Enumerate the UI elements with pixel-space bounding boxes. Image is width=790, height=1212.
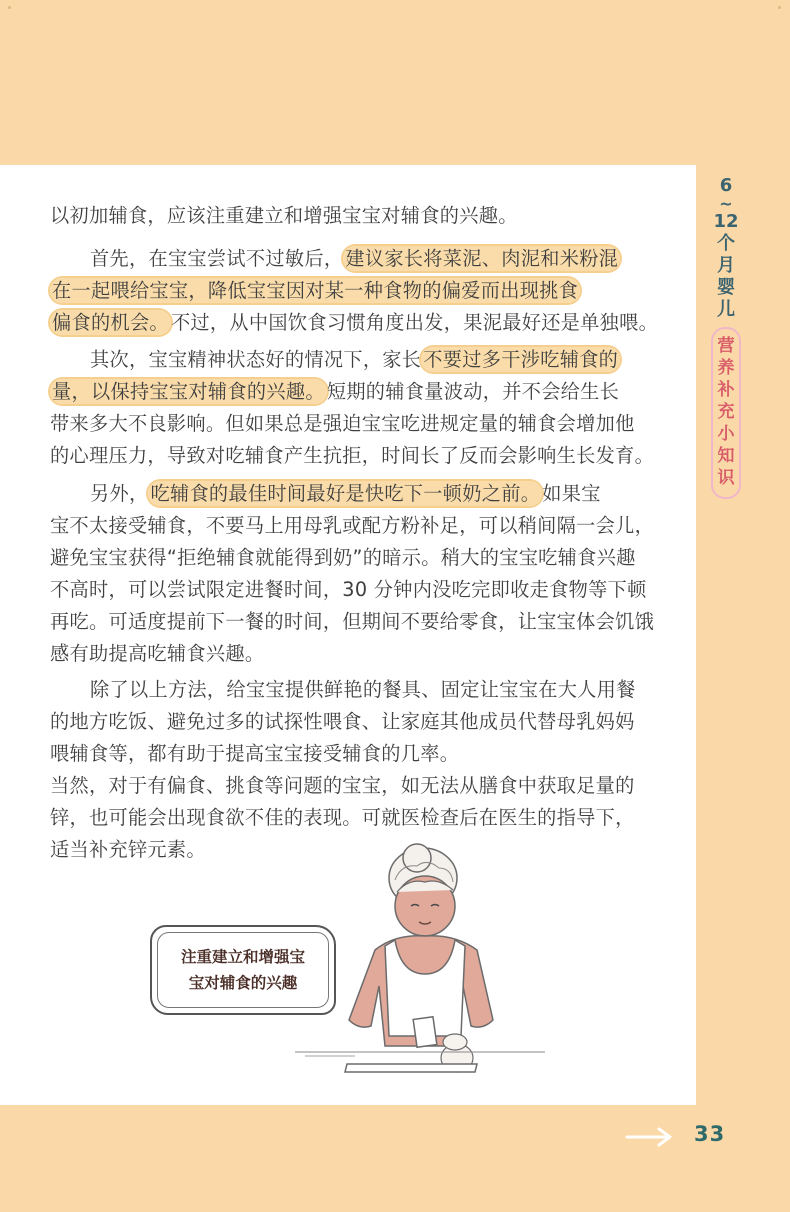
highlighted-text: 吃辅食的最佳时间最好是快吃下一顿奶之前。	[150, 482, 541, 505]
text-line	[50, 408, 635, 440]
text-line	[50, 200, 518, 232]
subtitle-char: 小	[717, 424, 735, 444]
text-span: 首先，在宝宝尝试不过敏后，	[90, 247, 344, 270]
highlighted-text: 量，以保持宝宝对辅食的兴趣。	[52, 380, 325, 403]
subtitle-char: 补	[717, 380, 735, 400]
chapter-title-char: 月	[717, 255, 735, 276]
text-span: 以初加辅食，应该注重建立和增强宝宝对辅食的兴趣。	[50, 204, 518, 227]
text-span: 不高时，可以尝试限定进餐时间，30 分钟内没吃完即收走食物等下顿	[50, 578, 647, 601]
text-line	[50, 478, 601, 510]
text-line	[50, 834, 206, 866]
chapter-title	[717, 233, 735, 321]
callout-line: 宝对辅食的兴趣	[188, 974, 298, 992]
text-span: 带来多大不良影响。但如果总是强迫宝宝吃进规定量的辅食会增加他	[50, 412, 635, 435]
chapter-range-end: 12	[713, 211, 739, 232]
text-span: 的地方吃饭、避免过多的试探性喂食、让家庭其他成员代替母乳妈妈	[50, 710, 635, 733]
text-line	[50, 738, 459, 770]
text-line	[50, 344, 620, 376]
subtitle-char: 知	[717, 446, 735, 466]
text-span: 喂辅食等，都有助于提高宝宝接受辅食的几率。	[50, 742, 460, 765]
chapter-title-char: 个	[717, 233, 735, 254]
text-span: 其次，宝宝精神状态好的情况下，家长	[90, 348, 422, 371]
text-line	[50, 606, 654, 638]
subtitle-char: 营	[717, 336, 735, 356]
text-span: 短期的辅食量波动，并不会给生长	[326, 380, 620, 403]
text-span: 不过，从中国饮食习惯角度出发，果泥最好还是单独喂。	[170, 311, 659, 334]
text-line	[50, 706, 635, 738]
chapter-side-tab	[706, 175, 746, 499]
highlighted-text: 在一起喂给宝宝，降低宝宝因对某一种食物的偏爱而出现挑食	[52, 279, 579, 302]
corner-mark-right	[778, 6, 781, 9]
text-span: 适当补充锌元素。	[50, 838, 206, 861]
text-span: 如果宝	[542, 482, 601, 505]
text-span: 避免宝宝获得“拒绝辅食就能得到奶”的暗示。稍大的宝宝吃辅食兴趣	[50, 546, 636, 569]
text-line	[50, 376, 619, 408]
highlighted-text: 不要过多干涉吃辅食的	[423, 348, 619, 371]
chapter-range-start: 6	[719, 175, 733, 196]
subtitle-char: 识	[717, 468, 735, 488]
chapter-range-tilde: ~	[719, 194, 733, 213]
text-line	[50, 802, 635, 834]
page-number: 33	[694, 1122, 726, 1146]
next-page-arrow-icon	[625, 1126, 673, 1148]
text-line	[50, 542, 636, 574]
text-span: 另外，	[90, 482, 149, 505]
text-line	[50, 307, 658, 339]
text-line	[50, 275, 580, 307]
subtitle-char: 充	[717, 402, 735, 422]
callout-line: 注重建立和增强宝	[180, 948, 305, 966]
subtitle-char: 养	[717, 358, 735, 378]
corner-mark-left	[8, 6, 11, 9]
section-subtitle-pill	[711, 327, 741, 499]
text-line	[50, 638, 264, 670]
text-line	[50, 243, 620, 275]
highlighted-text: 建议家长将菜泥、肉泥和米粉混	[345, 247, 619, 270]
text-span: 感有助提高吃辅食兴趣。	[50, 642, 265, 665]
text-line	[50, 674, 636, 706]
text-line	[50, 574, 647, 606]
text-span: 的心理压力，导致对吃辅食产生抗拒，时间长了反而会影响生长发育。	[50, 444, 655, 467]
text-span: 当然，对于有偏食、挑食等问题的宝宝，如无法从膳食中获取足量的	[50, 774, 635, 797]
text-line	[50, 510, 654, 542]
text-span: 再吃。可适度提前下一餐的时间，但期间不要给零食，让宝宝体会饥饿	[50, 610, 655, 633]
grandmother-cooking-illustration	[295, 840, 545, 1085]
chapter-title-char: 婴	[717, 277, 735, 298]
text-span: 锌，也可能会出现食欲不佳的表现。可就医检查后在医生的指导下，	[50, 806, 635, 829]
text-line	[50, 440, 654, 472]
text-line	[50, 770, 635, 802]
chapter-title-char: 儿	[717, 299, 735, 320]
highlighted-text: 偏食的机会。	[52, 311, 169, 334]
text-span: 宝不太接受辅食，不要马上用母乳或配方粉补足，可以稍间隔一会儿，	[50, 514, 655, 537]
text-span: 除了以上方法，给宝宝提供鲜艳的餐具、固定让宝宝在大人用餐	[90, 678, 636, 701]
